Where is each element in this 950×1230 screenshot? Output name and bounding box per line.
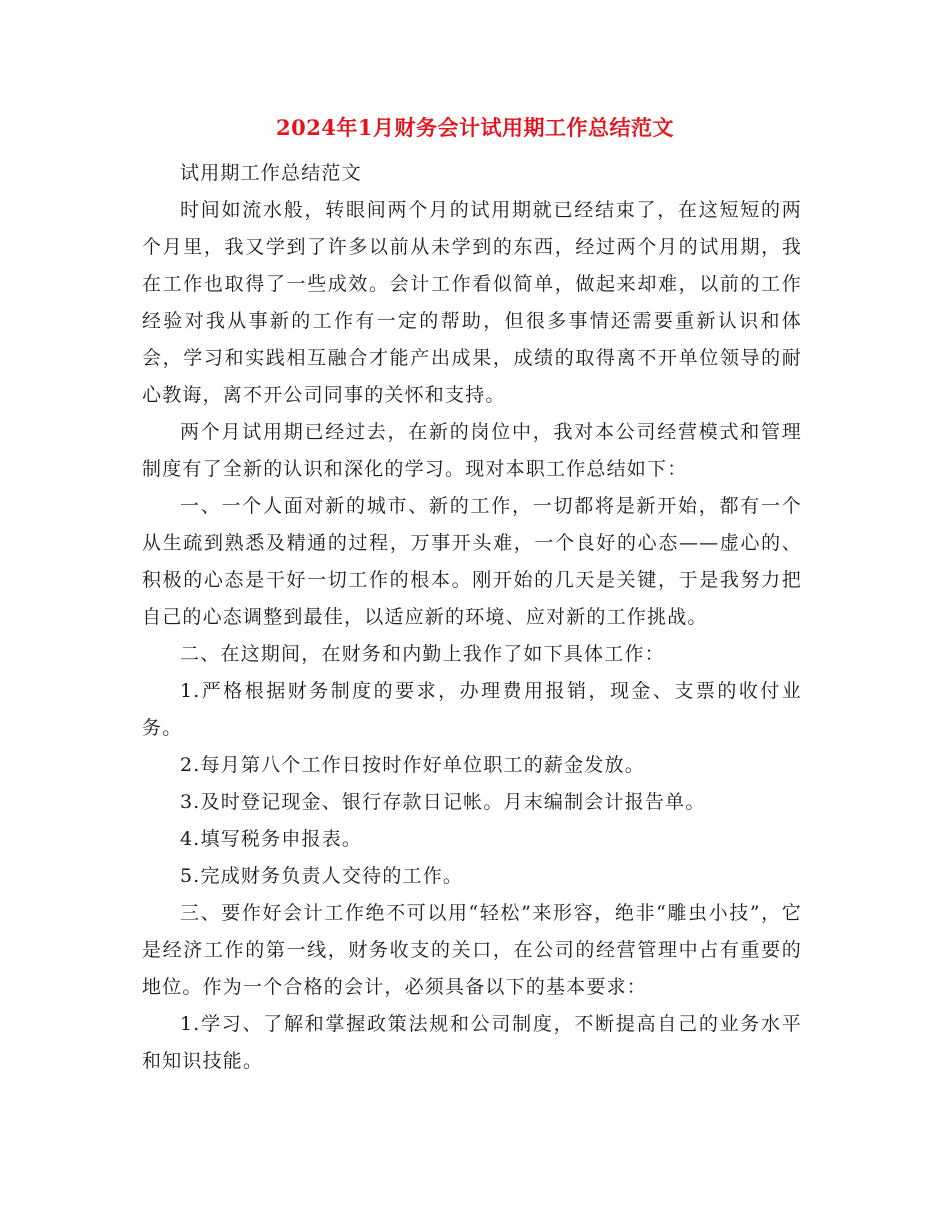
document-title: 2024年1月财务会计试用期工作总结范文 <box>275 115 675 140</box>
paragraph-overview: 两个月试用期已经过去，在新的岗位中，我对本公司经营模式和管理制度有了全新的认识和深化的学习。现对本职工作总结如下： <box>142 421 802 480</box>
list-item-work-4: 4.填写税务申报表。 <box>180 828 363 850</box>
list-item-work-5: 5.完成财务负责人交待的工作。 <box>180 865 464 887</box>
paragraph-section-one: 一、一个人面对新的城市、新的工作，一切都将是新开始，都有一个从生疏到熟悉及精通的过程，万事开头难，一个良好的心态——虚心的、积极的心态是干好一切工作的根本。刚开始的几天是关键，于是我努力把自己的心态调整到最佳，以适应新的环境、应对新的工作挑战。 <box>142 495 802 628</box>
paragraph-section-three: 三、要作好会计工作绝不可以用“轻松”来形容，绝非“雕虫小技”，它是经济工作的第一线，财务收支的关口，在公司的经营管理中占有重要的地位。作为一个合格的会计，必须具备以下的基本要求： <box>142 902 802 998</box>
document-subtitle: 试用期工作总结范文 <box>180 162 362 184</box>
list-item-requirement-1: 1.学习、了解和掌握政策法规和公司制度，不断提高自己的业务水平和知识技能。 <box>142 1013 802 1072</box>
list-item-work-2: 2.每月第八个工作日按时作好单位职工的薪金发放。 <box>180 754 645 776</box>
paragraph-intro: 时间如流水般，转眼间两个月的试用期就已经结束了，在这短短的两个月里，我又学到了许多以前从未学到的东西，经过两个月的试用期，我在工作也取得了一些成效。会计工作看似简单，做起来却难，以前的工作经验对我从事新的工作有一定的帮助，但很多事情还需要重新认识和体会，学习和实践相互融合才能产出成果，成绩的取得离不开单位领导的耐心教诲，离不开公司同事的关怀和支持。 <box>142 199 802 406</box>
document-body <box>142 155 802 1080</box>
list-item-work-3: 3.及时登记现金、银行存款日记帐。月末编制会计报告单。 <box>180 791 706 813</box>
list-item-work-1: 1.严格根据财务制度的要求，办理费用报销，现金、支票的收付业务。 <box>142 680 802 739</box>
paragraph-section-two: 二、在这期间，在财务和内勤上我作了如下具体工作： <box>180 643 665 665</box>
